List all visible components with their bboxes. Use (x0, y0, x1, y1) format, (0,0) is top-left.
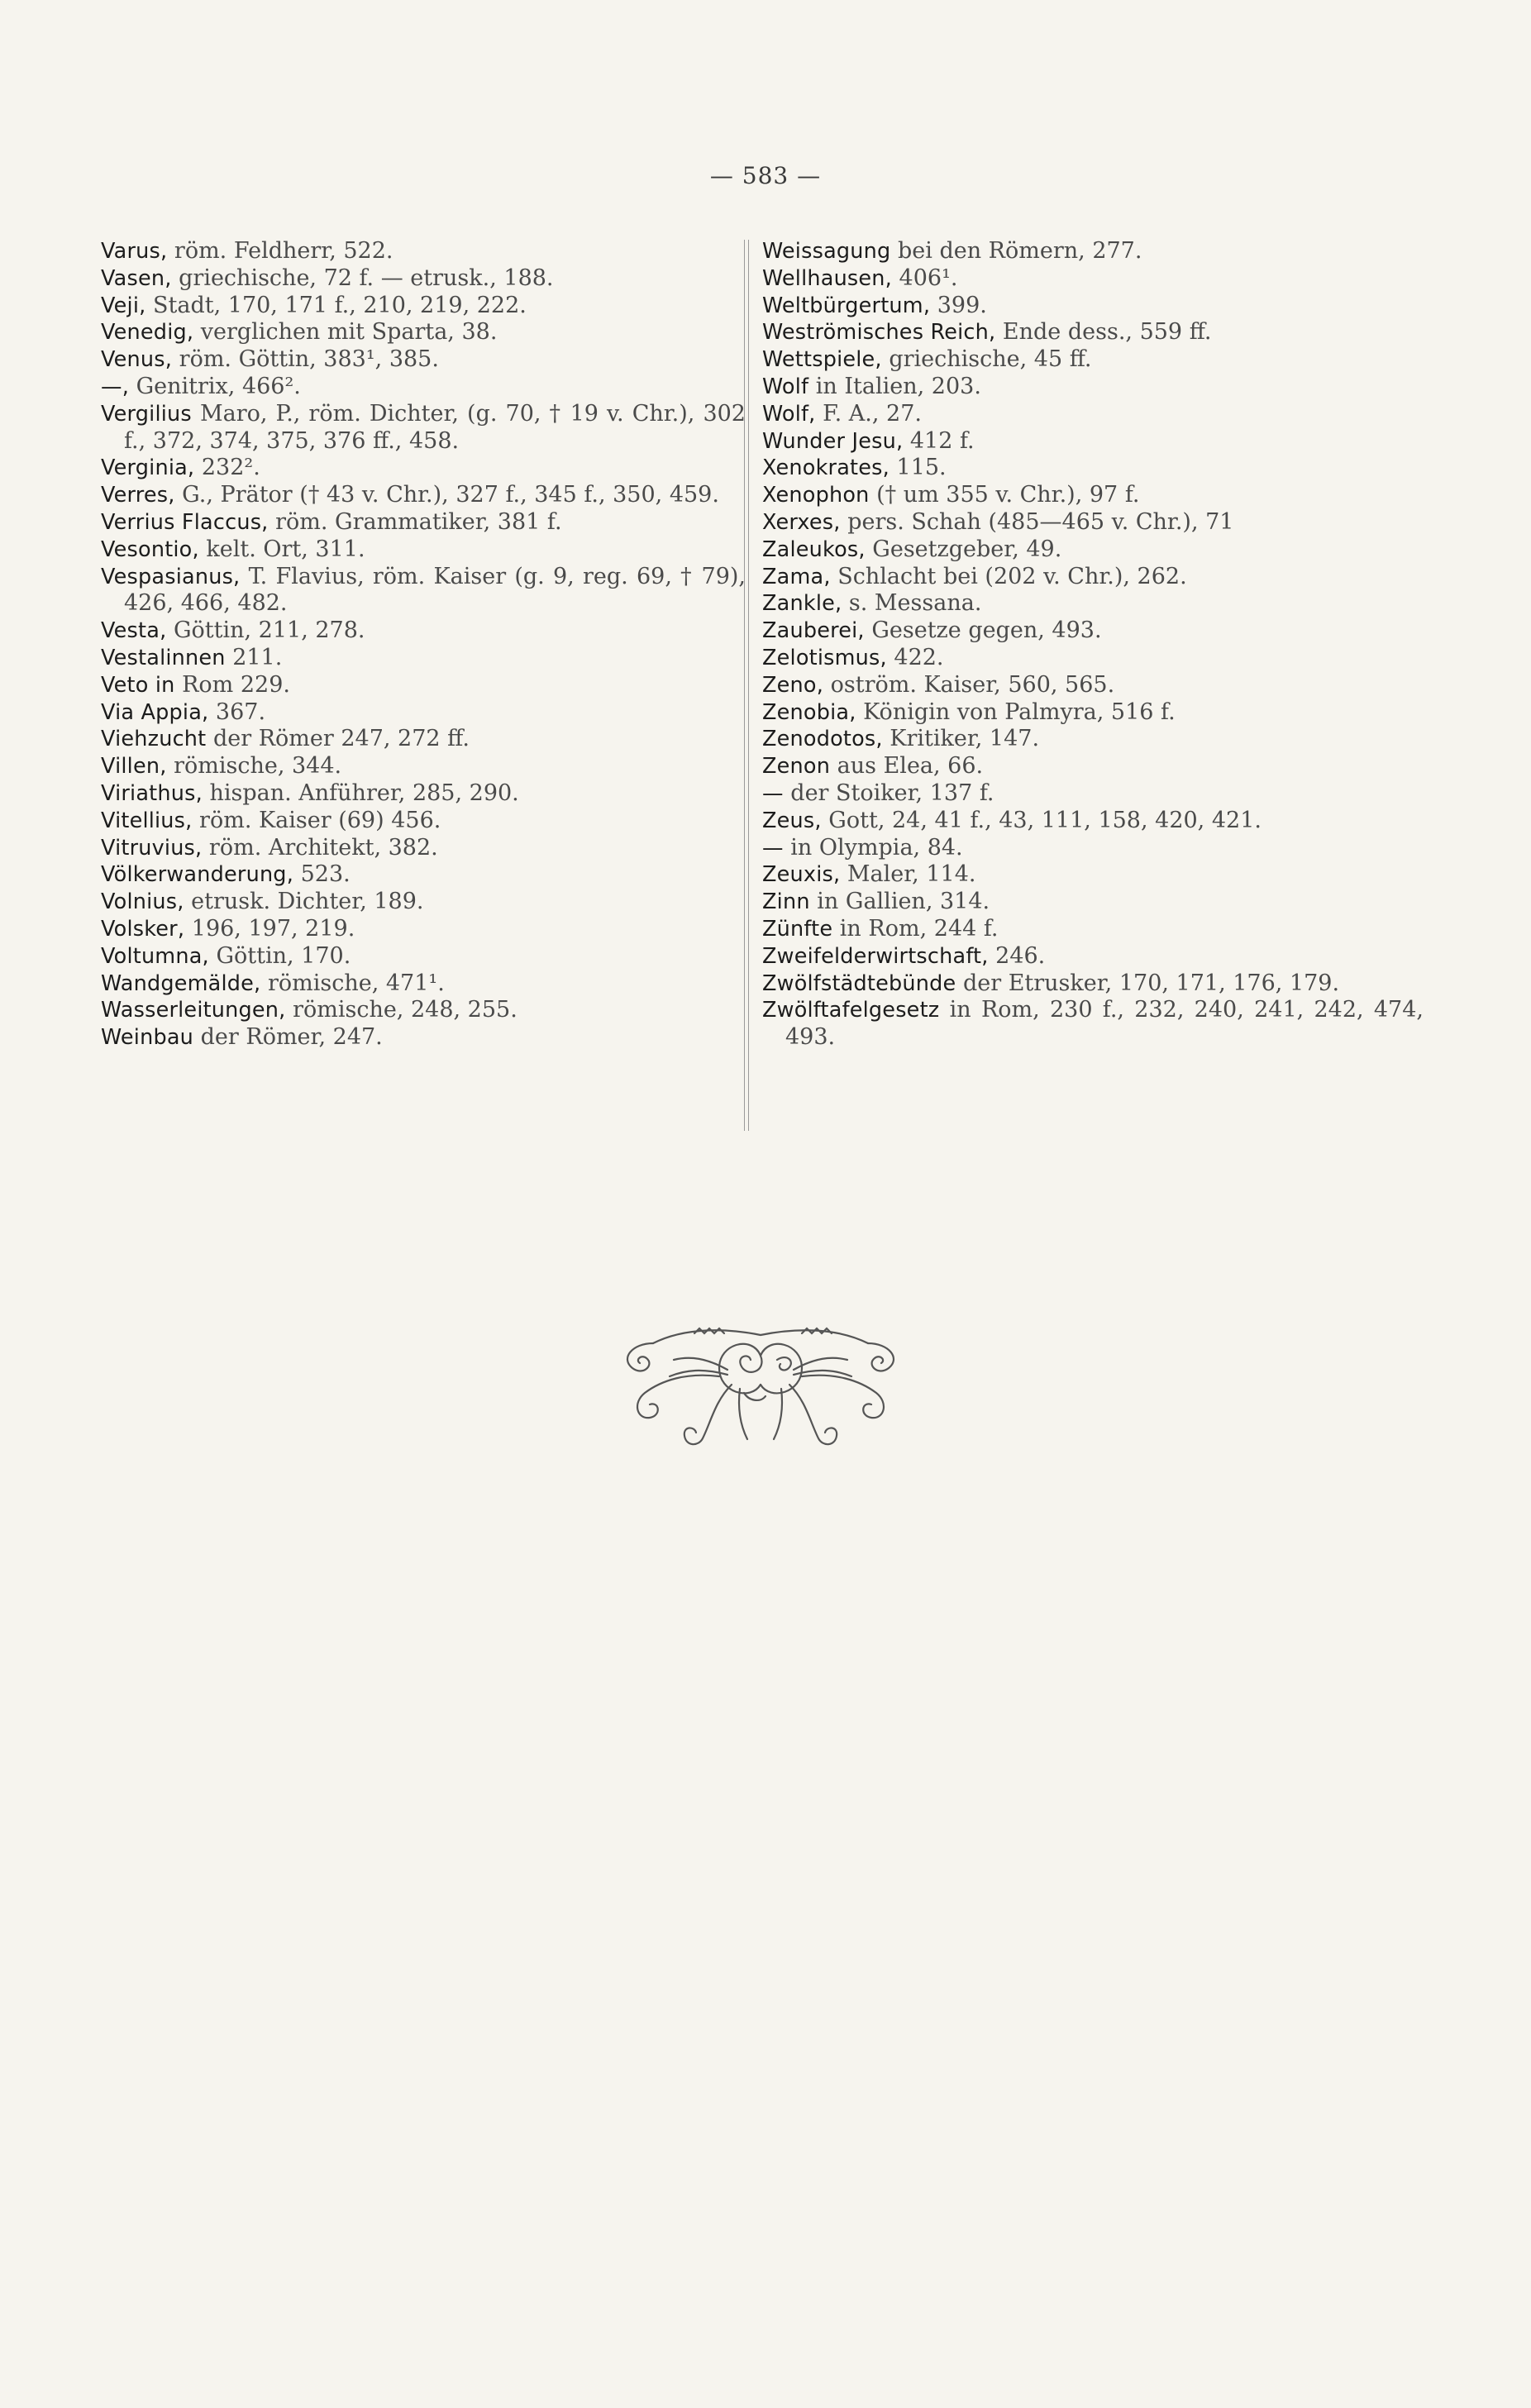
entry-keyword: Zenon (762, 754, 831, 780)
entry-keyword: Zelotismus, (762, 645, 887, 670)
index-entry (101, 726, 746, 753)
entry-keyword: Weströmisches Reich, (762, 320, 996, 346)
entry-keyword: Zauberei, (762, 618, 865, 644)
entry-keyword: Wolf (762, 374, 809, 399)
index-entry (762, 564, 1424, 591)
index-entry (762, 590, 1424, 617)
entry-text: 196, 197, 219. (184, 915, 355, 942)
entry-text: 523. (293, 861, 351, 888)
entry-keyword: Veto in (101, 672, 175, 698)
index-entry (101, 374, 746, 401)
entry-text: der Etrusker, 170, 171, 176, 179. (956, 970, 1340, 996)
entry-text: Maler, 114. (840, 861, 976, 888)
entry-keyword: Zweifelderwirtschaft, (762, 943, 989, 969)
entry-text: († um 355 v. Chr.), 97 f. (869, 482, 1140, 508)
entry-keyword: — (762, 780, 784, 806)
index-entry (101, 346, 746, 374)
entry-text: hispan. Anführer, 285, 290. (202, 780, 519, 806)
entry-keyword: Zenodotos, (762, 727, 883, 752)
entry-keyword: Vitruvius, (101, 835, 203, 861)
index-entry (762, 753, 1424, 780)
entry-keyword: Zünfte (762, 916, 833, 942)
entry-text: Gesetze gegen, 493. (864, 617, 1102, 644)
index-entry (101, 293, 746, 320)
entry-text: kelt. Ort, 311. (198, 536, 365, 562)
entry-keyword: Villen, (101, 754, 167, 780)
index-entry (762, 346, 1424, 374)
entry-text: 232². (194, 455, 260, 481)
index-entry (101, 265, 746, 293)
entry-text: der Stoiker, 137 f. (783, 780, 994, 806)
entry-keyword: Zeuxis, (762, 862, 841, 888)
entry-text: 211. (225, 644, 283, 670)
index-entry (762, 509, 1424, 536)
index-entry (101, 861, 746, 889)
index-entry (762, 835, 1424, 862)
entry-keyword: Wunder Jesu, (762, 428, 904, 454)
entry-keyword: Vesontio, (101, 536, 199, 562)
entry-text: Maro, P., röm. Dichter, (g. 70, † 19 v. Chr.), 302 f., 372, 374, 375, 376 ff., 458. (124, 400, 746, 454)
entry-keyword: Zama, (762, 564, 831, 589)
entry-text: griechische, 72 f. — etrusk., 188. (171, 265, 554, 291)
entry-text: in Rom, 230 f., 232, 240, 241, 242, 474, 493. (785, 997, 1424, 1051)
entry-text: G., Prätor († 43 v. Chr.), 327 f., 345 f., 350, 459. (174, 482, 719, 508)
index-entry (101, 672, 746, 699)
entry-text: verglichen mit Sparta, 38. (193, 319, 498, 346)
entry-keyword: Zwölfstädtebünde (762, 970, 956, 996)
entry-text: röm. Feldherr, 522. (167, 238, 393, 264)
entry-text: Stadt, 170, 171 f., 210, 219, 222. (145, 292, 527, 318)
index-entry (762, 293, 1424, 320)
entry-keyword: Varus, (101, 239, 168, 264)
index-entry (101, 564, 746, 618)
index-entry (762, 319, 1424, 346)
entry-keyword: Zeno, (762, 672, 824, 698)
entry-keyword: Zaleukos, (762, 536, 866, 562)
index-entry (101, 889, 746, 916)
entry-text: der Römer, 247. (193, 1024, 383, 1051)
entry-keyword: Wettspiele, (762, 347, 882, 373)
entry-text: griechische, 45 ff. (881, 346, 1092, 373)
entry-text: bei den Römern, 277. (890, 238, 1142, 264)
index-entry (101, 455, 746, 482)
entry-text: in Olympia, 84. (783, 834, 963, 861)
index-entry (762, 916, 1424, 943)
entry-text: F. A., 27. (815, 400, 922, 427)
entry-text: Königin von Palmyra, 516 f. (856, 699, 1176, 725)
index-entry (762, 401, 1424, 428)
index-entry (762, 238, 1424, 265)
entry-text: Göttin, 170. (208, 942, 351, 969)
entry-text: T. Flavius, röm. Kaiser (g. 9, reg. 69, † 79), 426, 466, 482. (124, 563, 746, 617)
entry-keyword: Zeus, (762, 808, 822, 833)
entry-keyword: Zankle, (762, 591, 842, 617)
index-column-right (762, 238, 1424, 1051)
entry-keyword: Xenophon (762, 483, 870, 508)
index-entry (101, 808, 746, 835)
entry-text: Kritiker, 147. (882, 726, 1040, 752)
index-entry (101, 238, 746, 265)
index-entry (101, 1024, 746, 1051)
entry-text: in Gallien, 314. (809, 889, 990, 915)
entry-keyword: Xenokrates, (762, 455, 890, 481)
index-entry (762, 997, 1424, 1051)
entry-text: in Italien, 203. (808, 373, 981, 399)
index-entry (762, 861, 1424, 889)
entry-text: in Rom, 244 f. (832, 915, 999, 942)
index-column-left (101, 238, 746, 1051)
index-entry (762, 699, 1424, 727)
index-entry (762, 889, 1424, 916)
entry-text: der Römer 247, 272 ff. (206, 726, 470, 752)
index-entry (101, 617, 746, 645)
entry-text: Genitrix, 466². (129, 373, 301, 399)
entry-keyword: Zinn (762, 889, 810, 915)
entry-text: pers. Schah (485—465 v. Chr.), 71 (840, 508, 1234, 535)
entry-keyword: Venedig, (101, 320, 194, 346)
entry-text: 399. (930, 292, 987, 318)
entry-text: Rom 229. (174, 671, 290, 698)
index-entry (762, 617, 1424, 645)
entry-keyword: Zenobia, (762, 699, 856, 725)
entry-text: Ende dess., 559 ff. (995, 319, 1212, 346)
entry-keyword: Wandgemälde, (101, 970, 261, 996)
entry-text: röm. Göttin, 383¹, 385. (172, 346, 439, 373)
entry-keyword: Zwölftafelgesetz (762, 998, 940, 1023)
entry-text: 115. (889, 455, 947, 481)
entry-keyword: Voltumna, (101, 943, 209, 969)
entry-text: Gesetzgeber, 49. (865, 536, 1062, 562)
entry-keyword: Vesta, (101, 618, 167, 644)
index-entry (101, 699, 746, 727)
entry-text: 246. (988, 942, 1046, 969)
entry-keyword: Xerxes, (762, 509, 841, 535)
index-entry (101, 835, 746, 862)
entry-keyword: Vitellius, (101, 808, 193, 833)
entry-keyword: Vestalinnen (101, 645, 226, 670)
index-entry (101, 401, 746, 455)
entry-text: römische, 471¹. (260, 970, 445, 996)
entry-text: 406¹. (891, 265, 958, 291)
entry-keyword: Wasserleitungen, (101, 998, 286, 1023)
entry-keyword: Vergilius (101, 401, 192, 427)
entry-keyword: Volnius, (101, 889, 184, 915)
entry-keyword: Vespasianus, (101, 564, 241, 589)
entry-text: Göttin, 211, 278. (166, 617, 365, 644)
index-entry (101, 943, 746, 970)
index-entry (762, 645, 1424, 672)
index-entry (101, 997, 746, 1024)
entry-text: röm. Kaiser (69) 456. (192, 807, 441, 833)
entry-keyword: Weissagung (762, 239, 891, 264)
entry-text: 367. (208, 699, 266, 725)
entry-text: aus Elea, 66. (830, 753, 984, 780)
index-entry (101, 319, 746, 346)
index-entry (101, 482, 746, 509)
index-entry (101, 916, 746, 943)
index-entry (762, 726, 1424, 753)
entry-keyword: Via Appia, (101, 699, 209, 725)
entry-keyword: — (762, 835, 784, 861)
entry-keyword: Verrius Flaccus, (101, 509, 269, 535)
entry-text: römische, 344. (166, 753, 342, 780)
index-entry (101, 536, 746, 564)
entry-text: 412 f. (903, 427, 975, 454)
entry-text: 422. (886, 644, 944, 670)
entry-keyword: Völkerwanderung, (101, 862, 293, 888)
entry-keyword: Venus, (101, 347, 173, 373)
entry-keyword: Weltbürgertum, (762, 293, 931, 318)
index-entry (101, 753, 746, 780)
entry-keyword: Verginia, (101, 455, 195, 481)
entry-keyword: Verres, (101, 483, 175, 508)
entry-keyword: Weinbau (101, 1025, 194, 1051)
index-entry (762, 943, 1424, 970)
entry-keyword: Wellhausen, (762, 265, 892, 291)
page-number: — 583 — (709, 162, 822, 189)
entry-keyword: Viriathus, (101, 780, 203, 806)
index-entry (762, 672, 1424, 699)
entry-keyword: Viehzucht (101, 727, 207, 752)
entry-text: röm. Grammatiker, 381 f. (268, 508, 562, 535)
decorative-ornament-icon (554, 1310, 967, 1459)
entry-keyword: Vasen, (101, 265, 172, 291)
index-entry (762, 482, 1424, 509)
index-entry (101, 780, 746, 808)
index-entry (101, 645, 746, 672)
index-entry (762, 808, 1424, 835)
entry-text: römische, 248, 255. (285, 997, 517, 1023)
index-entry (762, 780, 1424, 808)
index-entry (101, 970, 746, 998)
index-entry (762, 428, 1424, 455)
index-entry (762, 536, 1424, 564)
index-entry (762, 374, 1424, 401)
entry-text: etrusk. Dichter, 189. (184, 889, 424, 915)
index-entry (762, 265, 1424, 293)
index-entry (762, 455, 1424, 482)
entry-text: Schlacht bei (202 v. Chr.), 262. (830, 563, 1187, 589)
index-entry (101, 509, 746, 536)
entry-text: röm. Architekt, 382. (202, 834, 438, 861)
entry-keyword: —, (101, 374, 130, 399)
index-entry (762, 970, 1424, 998)
entry-text: oström. Kaiser, 560, 565. (823, 671, 1115, 698)
entry-text: s. Messana. (842, 590, 982, 617)
entry-keyword: Volsker, (101, 916, 185, 942)
entry-keyword: Wolf, (762, 401, 816, 427)
entry-keyword: Veji, (101, 293, 146, 318)
entry-text: Gott, 24, 41 f., 43, 111, 158, 420, 421. (821, 807, 1262, 833)
